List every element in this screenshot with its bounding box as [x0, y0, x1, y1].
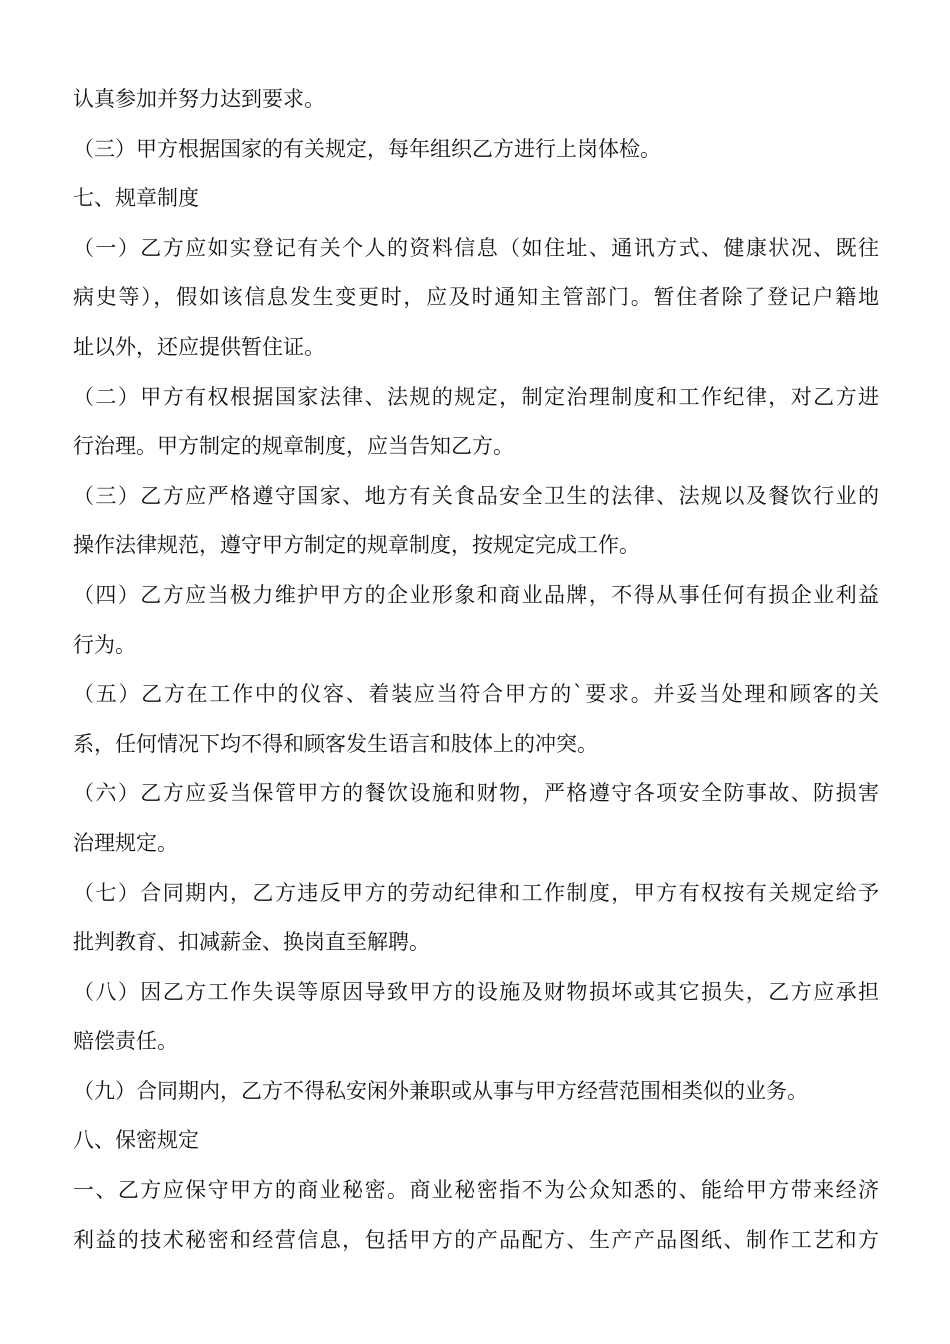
document-page — [73, 84, 879, 1274]
text-line: （七）合同期内，乙方违反甲方的劳动纪律和工作制度，甲方有权按有关规定给予 — [73, 880, 879, 905]
text-line: （三）甲方根据国家的有关规定，每年组织乙方进行上岗体检。 — [73, 136, 661, 161]
section-heading: 八、保密规定 — [73, 1128, 199, 1153]
text-line: （二）甲方有权根据国家法律、法规的规定，制定治理制度和工作纪律，对乙方进 — [73, 384, 879, 409]
text-line: （五）乙方在工作中的仪容、着装应当符合甲方的`要求。并妥当处理和顾客的关 — [73, 682, 879, 707]
text-line: 一、乙方应保守甲方的商业秘密。商业秘密指不为公众知悉的、能给甲方带来经济 — [73, 1178, 879, 1203]
text-line: 病史等），假如该信息发生变更时，应及时通知主管部门。暂住者除了登记户籍地 — [73, 285, 879, 310]
text-line: 治理规定。 — [73, 830, 178, 855]
text-line: 批判教育、扣减薪金、换岗直至解聘。 — [73, 930, 430, 955]
text-line: （三）乙方应严格遵守国家、地方有关食品安全卫生的法律、法规以及餐饮行业的 — [73, 483, 879, 508]
text-line: （八）因乙方工作失误等原因导致甲方的设施及财物损坏或其它损失，乙方应承担 — [73, 979, 879, 1004]
text-line: 行治理。甲方制定的规章制度，应当告知乙方。 — [73, 434, 514, 459]
text-line: （六）乙方应妥当保管甲方的餐饮设施和财物，严格遵守各项安全防事故、防损害 — [73, 781, 879, 806]
text-line: 址以外，还应提供暂住证。 — [73, 334, 325, 359]
text-line: 系，任何情况下均不得和顾客发生语言和肢体上的冲突。 — [73, 731, 598, 756]
text-line: 认真参加并努力达到要求。 — [73, 87, 325, 111]
text-line: 赔偿责任。 — [73, 1029, 178, 1054]
section-heading: 七、规章制度 — [73, 186, 199, 211]
text-line: （一）乙方应如实登记有关个人的资料信息（如住址、通讯方式、健康状况、既往 — [73, 235, 879, 260]
text-line: 行为。 — [73, 632, 136, 657]
text-line: （四）乙方应当极力维护甲方的企业形象和商业品牌，不得从事任何有损企业利益 — [73, 582, 879, 607]
text-line: （九）合同期内，乙方不得私安闲外兼职或从事与甲方经营范围相类似的业务。 — [73, 1078, 808, 1103]
text-line: 利益的技术秘密和经营信息，包括甲方的产品配方、生产产品图纸、制作工艺和方 — [73, 1227, 879, 1252]
text-line: 操作法律规范，遵守甲方制定的规章制度，按规定完成工作。 — [73, 533, 640, 558]
